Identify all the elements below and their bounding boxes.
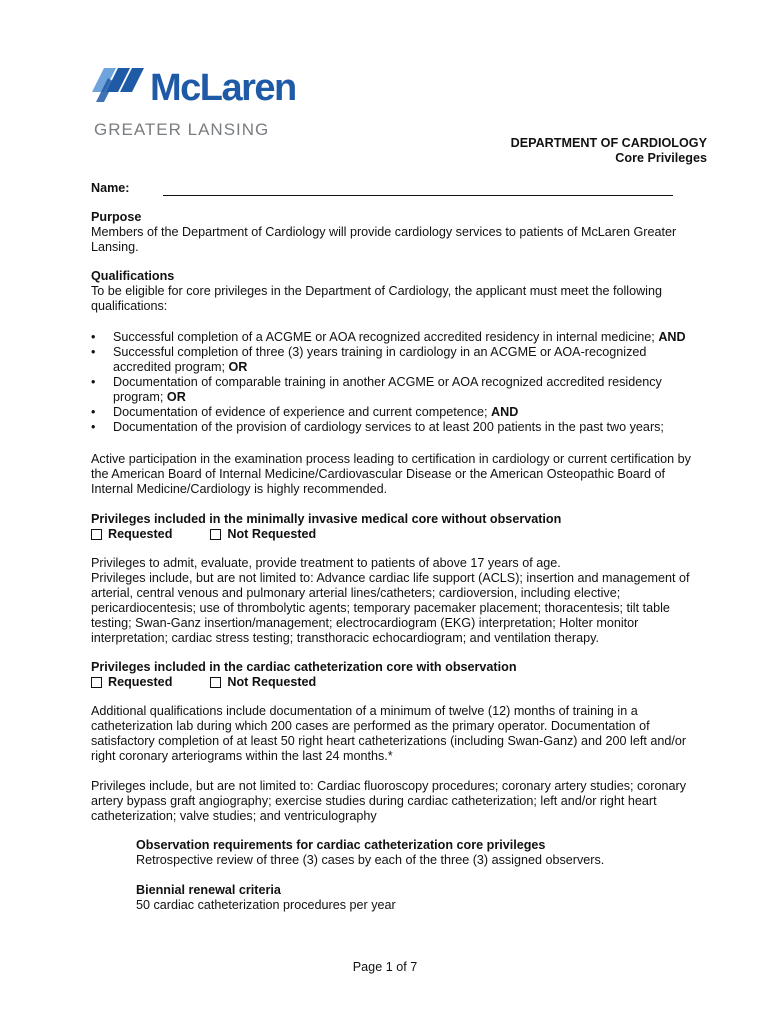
department-header <box>511 136 707 166</box>
core1-paragraph-1: Privileges to admit, evaluate, provide treatment to patients of above 17 years of age. <box>91 556 561 570</box>
renewal-section <box>136 883 706 913</box>
page-number: Page 1 of 7 <box>352 960 418 974</box>
purpose-heading: Purpose <box>91 210 142 224</box>
renewal-heading: Biennial renewal criteria <box>136 883 281 897</box>
qualifications-intro: To be eligible for core privileges in the Department of Cardiology, the applicant must meet the following qualifications: <box>91 284 662 313</box>
list-item: • Documentation of comparable training in another ACGME or AOA recognized accredited residency program; OR <box>91 375 701 405</box>
name-label: Name: <box>91 181 130 195</box>
qualifications-section <box>91 269 701 314</box>
core2-not-requested-option[interactable]: Not Requested <box>210 675 316 690</box>
list-item: • Documentation of evidence of experience and current competence; AND <box>91 405 701 420</box>
core1-body <box>91 556 701 646</box>
name-row <box>91 181 673 196</box>
core2-paragraph-2: Privileges include, but are not limited to: Cardiac fluoroscopy procedures; coronary artery studies; coronary artery bypass graft angiography; exercise studies during cardiac catheterization; left and/or right heart catheterization; valve studies; and ventriculography <box>91 779 686 823</box>
core2-heading: Privileges included in the cardiac catheterization core with observation <box>91 660 517 674</box>
list-item: • Documentation of the provision of cardiology services to at least 200 patients in the past two years; <box>91 420 701 435</box>
observation-heading: Observation requirements for cardiac catheterization core privileges <box>136 838 546 852</box>
checkbox-icon[interactable] <box>91 529 102 540</box>
logo-mark-icon <box>92 68 144 102</box>
qualifications-heading: Qualifications <box>91 269 175 283</box>
purpose-section <box>91 210 701 255</box>
name-field[interactable] <box>163 182 673 196</box>
renewal-text: 50 cardiac catheterization procedures per year <box>136 898 396 912</box>
core2-checkbox-row <box>91 675 701 690</box>
core1-paragraph-2: Privileges include, but are not limited to: Advance cardiac life support (ACLS); insertion and management of arterial, central venous and pulmonary arterial lines/catheters; cardioversion, including elective; pericardiocentesis; use of thrombolytic agents; temporary pacemaker placement; thoracentesis; tilt table testing; Swan-Ganz insertion/management; electrocardiogram (EKG) interpretation; Holter monitor interpretation; cardiac stress testing; transthoracic echocardiogram; and ventilation therapy. <box>91 571 690 645</box>
core2-requested-option[interactable]: Requested <box>91 675 172 690</box>
checkbox-icon[interactable] <box>210 677 221 688</box>
observation-text: Retrospective review of three (3) cases by each of the three (3) assigned observers. <box>136 853 605 867</box>
qualifications-list <box>91 330 701 435</box>
department-title: DEPARTMENT OF CARDIOLOGY <box>510 136 707 150</box>
core1-requested-option[interactable]: Requested <box>91 527 172 542</box>
core2-section <box>91 660 701 690</box>
purpose-text: Members of the Department of Cardiology will provide cardiology services to patients of McLaren Greater Lansing. <box>91 225 677 254</box>
core1-checkbox-row <box>91 527 701 542</box>
logo-sub-text: GREATER LANSING <box>94 120 270 139</box>
list-item: • Successful completion of a ACGME or AOA recognized accredited residency in internal medicine; AND <box>91 330 701 345</box>
certification-note: Active participation in the examination process leading to certification in cardiology or current certification by the American Board of Internal Medicine/Cardiovascular Disease or the American Osteopathic Board of Internal Medicine/Cardiology is highly recommended. <box>91 452 691 496</box>
department-subtitle: Core Privileges <box>615 151 707 165</box>
logo-brand-text: McLaren <box>150 67 296 109</box>
observation-section <box>136 838 706 868</box>
mclaren-logo <box>90 62 305 142</box>
core1-heading: Privileges included in the minimally invasive medical core without observation <box>91 512 562 526</box>
checkbox-icon[interactable] <box>91 677 102 688</box>
list-item: • Successful completion of three (3) years training in cardiology in an ACGME or AOA-recognized accredited program; OR <box>91 345 701 375</box>
core1-not-requested-option[interactable]: Not Requested <box>210 527 316 542</box>
checkbox-icon[interactable] <box>210 529 221 540</box>
core2-paragraph-1: Additional qualifications include documentation of a minimum of twelve (12) months of training in a catheterization lab during which 200 cases are performed as the primary operator. Documentation of satisfactory completion of at least 50 right heart catheterizations (including Swan-Ganz) and 200 left and/or right coronary arteriograms within the last 24 months.* <box>91 704 687 763</box>
core1-section <box>91 512 701 542</box>
